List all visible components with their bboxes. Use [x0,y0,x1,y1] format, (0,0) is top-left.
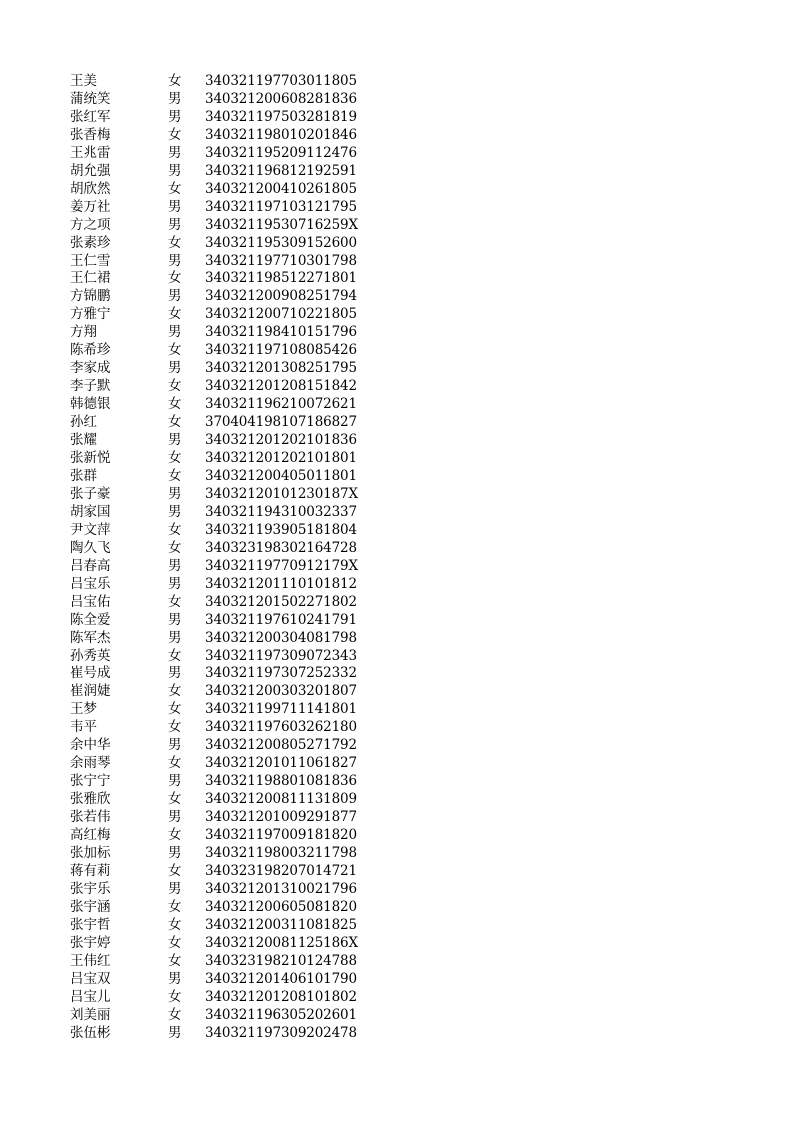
person-gender: 女 [168,306,182,323]
person-gender: 女 [168,647,182,664]
person-name: 吕春高 [70,557,111,574]
person-id-number: 340321200908251794 [205,288,357,305]
person-name: 张香梅 [70,126,111,143]
roster-row [70,719,370,737]
person-id-number: 340321195309152600 [205,234,357,251]
roster-row [70,486,370,504]
person-id-number: 340321201208101802 [205,988,357,1005]
person-name: 张若伟 [70,809,111,826]
person-id-number: 340321197009181820 [205,827,357,844]
person-gender: 男 [168,629,182,646]
roster-row [70,648,370,666]
person-gender: 男 [168,324,182,341]
person-gender: 男 [168,360,182,377]
person-id-number: 34032120081125186X [205,934,358,951]
person-name: 张雅欣 [70,791,111,808]
roster-row [70,217,370,235]
roster-row [70,253,370,271]
roster-row [70,630,370,648]
person-gender: 男 [168,880,182,897]
person-name: 尹文萍 [70,521,111,538]
roster-row [70,845,370,863]
person-gender: 女 [168,467,182,484]
person-gender: 女 [168,593,182,610]
person-gender: 女 [168,450,182,467]
roster-row [70,163,370,181]
person-gender: 男 [168,144,182,161]
person-gender: 男 [168,773,182,790]
person-name: 韩德银 [70,396,111,413]
person-gender: 男 [168,1024,182,1041]
person-id-number: 340321201202101836 [205,432,357,449]
person-name: 胡允强 [70,162,111,179]
roster-row [70,683,370,701]
person-name: 张素珍 [70,234,111,251]
person-gender: 女 [168,701,182,718]
roster-row [70,288,370,306]
roster-row [70,181,370,199]
person-id-number: 340321200405011801 [205,467,357,484]
person-name: 高红梅 [70,827,111,844]
roster-row [70,1025,370,1043]
person-gender: 女 [168,1006,182,1023]
person-gender: 女 [168,270,182,287]
roster-row [70,396,370,414]
person-name: 王伟红 [70,952,111,969]
person-id-number: 340321200805271792 [205,737,357,754]
person-gender: 男 [168,575,182,592]
roster-row [70,755,370,773]
person-gender: 女 [168,916,182,933]
person-id-number: 340321201308251795 [205,360,357,377]
person-gender: 男 [168,557,182,574]
person-gender: 女 [168,396,182,413]
person-name: 吕宝乐 [70,575,111,592]
person-gender: 女 [168,827,182,844]
person-gender: 女 [168,234,182,251]
person-name: 张子豪 [70,485,111,502]
person-gender: 女 [168,862,182,879]
person-gender: 女 [168,934,182,951]
person-name: 王美 [70,73,97,89]
person-gender: 男 [168,844,182,861]
person-gender: 女 [168,378,182,395]
roster-row [70,953,370,971]
person-name: 刘美丽 [70,1006,111,1023]
person-name: 王仁裙 [70,270,111,287]
roster-row [70,360,370,378]
roster-row [70,576,370,594]
person-gender: 男 [168,288,182,305]
person-id-number: 340321196210072621 [205,396,357,413]
person-id-number: 340321200410261805 [205,180,357,197]
roster-row [70,1007,370,1025]
person-id-number: 340323198207014721 [205,862,357,879]
person-name: 方之项 [70,216,111,233]
person-name: 崔号成 [70,665,111,682]
person-id-number: 340321196305202601 [205,1006,357,1023]
person-name: 方雅宁 [70,306,111,323]
person-gender: 男 [168,737,182,754]
person-id-number: 340321201202101801 [205,450,357,467]
person-name: 崔润婕 [70,683,111,700]
person-id-number: 340321200304081798 [205,629,357,646]
person-name: 张红军 [70,108,111,125]
person-gender: 女 [168,683,182,700]
person-id-number: 340323198210124788 [205,952,357,969]
roster-row [70,270,370,288]
person-name: 吕宝儿 [70,988,111,1005]
roster-list [70,73,370,1042]
person-id-number: 340321200311081825 [205,916,357,933]
person-id-number: 340321195209112476 [205,144,357,161]
person-id-number: 340321201009291877 [205,809,357,826]
person-id-number: 340321200605081820 [205,898,357,915]
person-name: 余雨琴 [70,755,111,772]
roster-row [70,145,370,163]
roster-row [70,306,370,324]
roster-row [70,558,370,576]
person-id-number: 340321197610241791 [205,611,357,628]
person-id-number: 340321197309202478 [205,1024,357,1041]
person-name: 方翔 [70,324,97,341]
person-name: 张宁宁 [70,773,111,790]
person-name: 李子默 [70,378,111,395]
person-id-number: 340321193905181804 [205,521,357,538]
person-name: 余中华 [70,737,111,754]
person-name: 蒲统笑 [70,90,111,107]
person-gender: 男 [168,90,182,107]
person-gender: 男 [168,503,182,520]
person-name: 胡欣然 [70,180,111,197]
person-gender: 女 [168,791,182,808]
person-id-number: 340321196812192591 [205,162,357,179]
person-name: 王仁雪 [70,252,111,269]
roster-row [70,342,370,360]
person-name: 张宇涵 [70,898,111,915]
person-name: 陈军杰 [70,629,111,646]
person-name: 蒋有莉 [70,862,111,879]
person-gender: 女 [168,988,182,1005]
roster-row [70,73,370,91]
roster-row [70,414,370,432]
person-gender: 女 [168,898,182,915]
person-gender: 女 [168,755,182,772]
person-gender: 男 [168,611,182,628]
person-gender: 女 [168,342,182,359]
person-id-number: 340321197603262180 [205,719,357,736]
person-id-number: 34032119530716259X [205,216,358,233]
person-gender: 男 [168,162,182,179]
person-gender: 女 [168,719,182,736]
person-id-number: 340321197309072343 [205,647,357,664]
person-id-number: 340321197710301798 [205,252,357,269]
person-name: 方锦鹏 [70,288,111,305]
person-gender: 男 [168,809,182,826]
person-gender: 女 [168,180,182,197]
person-id-number: 340321198003211798 [205,844,357,861]
roster-row [70,235,370,253]
person-gender: 男 [168,252,182,269]
person-name: 张伍彬 [70,1024,111,1041]
person-gender: 女 [168,952,182,969]
roster-row [70,881,370,899]
person-id-number: 340321194310032337 [205,503,357,520]
person-gender: 女 [168,73,182,89]
roster-row [70,773,370,791]
roster-row [70,504,370,522]
person-gender: 男 [168,485,182,502]
person-id-number: 34032120101230187X [205,485,358,502]
person-gender: 男 [168,216,182,233]
person-name: 张宇婷 [70,934,111,951]
roster-row [70,540,370,558]
person-id-number: 340323198302164728 [205,539,357,556]
person-id-number: 340321199711141801 [205,701,357,718]
person-name: 孙秀英 [70,647,111,664]
person-id-number: 340321198010201846 [205,126,357,143]
person-name: 张宇乐 [70,880,111,897]
roster-row [70,324,370,342]
roster-row [70,665,370,683]
roster-row [70,432,370,450]
roster-row [70,450,370,468]
person-id-number: 340321201011061827 [205,755,357,772]
person-gender: 男 [168,665,182,682]
roster-row [70,917,370,935]
person-gender: 男 [168,970,182,987]
person-id-number: 340321201502271802 [205,593,357,610]
roster-row [70,737,370,755]
person-id-number: 340321201208151842 [205,378,357,395]
person-id-number: 340321197108085426 [205,342,357,359]
person-name: 张群 [70,467,97,484]
person-name: 陈全爱 [70,611,111,628]
roster-row [70,378,370,396]
person-id-number: 340321197103121795 [205,198,357,215]
person-name: 陶久飞 [70,539,111,556]
person-id-number: 340321197307252332 [205,665,357,682]
person-name: 韦平 [70,719,97,736]
person-id-number: 340321198801081836 [205,773,357,790]
person-id-number: 340321197503281819 [205,108,357,125]
person-name: 张新悦 [70,450,111,467]
person-id-number: 340321198410151796 [205,324,357,341]
roster-row [70,989,370,1007]
person-gender: 男 [168,198,182,215]
person-id-number: 340321200811131809 [205,791,357,808]
person-gender: 女 [168,521,182,538]
person-name: 孙红 [70,414,97,431]
person-id-number: 340321200710221805 [205,306,357,323]
person-name: 吕宝佑 [70,593,111,610]
person-name: 陈希珍 [70,342,111,359]
person-id-number: 340321197703011805 [205,73,357,89]
person-name: 胡家国 [70,503,111,520]
person-id-number: 34032119770912179X [205,557,358,574]
roster-row [70,827,370,845]
roster-row [70,809,370,827]
person-gender: 女 [168,414,182,431]
person-gender: 女 [168,539,182,556]
person-id-number: 340321198512271801 [205,270,357,287]
roster-row [70,935,370,953]
roster-row [70,199,370,217]
roster-row [70,594,370,612]
person-name: 张宇哲 [70,916,111,933]
person-name: 王梦 [70,701,97,718]
roster-row [70,899,370,917]
roster-row [70,701,370,719]
roster-row [70,863,370,881]
person-gender: 女 [168,126,182,143]
person-name: 张加标 [70,844,111,861]
person-name: 姜万社 [70,198,111,215]
person-name: 李家成 [70,360,111,377]
roster-row [70,91,370,109]
roster-row [70,522,370,540]
person-id-number: 340321201110101812 [205,575,357,592]
roster-row [70,791,370,809]
person-name: 张耀 [70,432,97,449]
person-gender: 男 [168,432,182,449]
person-name: 王兆雷 [70,144,111,161]
person-id-number: 340321200608281836 [205,90,357,107]
roster-row [70,127,370,145]
person-id-number: 370404198107186827 [205,414,357,431]
roster-row [70,971,370,989]
roster-row [70,468,370,486]
roster-row [70,109,370,127]
person-id-number: 340321201310021796 [205,880,357,897]
roster-row [70,612,370,630]
person-id-number: 340321200303201807 [205,683,357,700]
person-name: 吕宝双 [70,970,111,987]
person-id-number: 340321201406101790 [205,970,357,987]
person-gender: 男 [168,108,182,125]
